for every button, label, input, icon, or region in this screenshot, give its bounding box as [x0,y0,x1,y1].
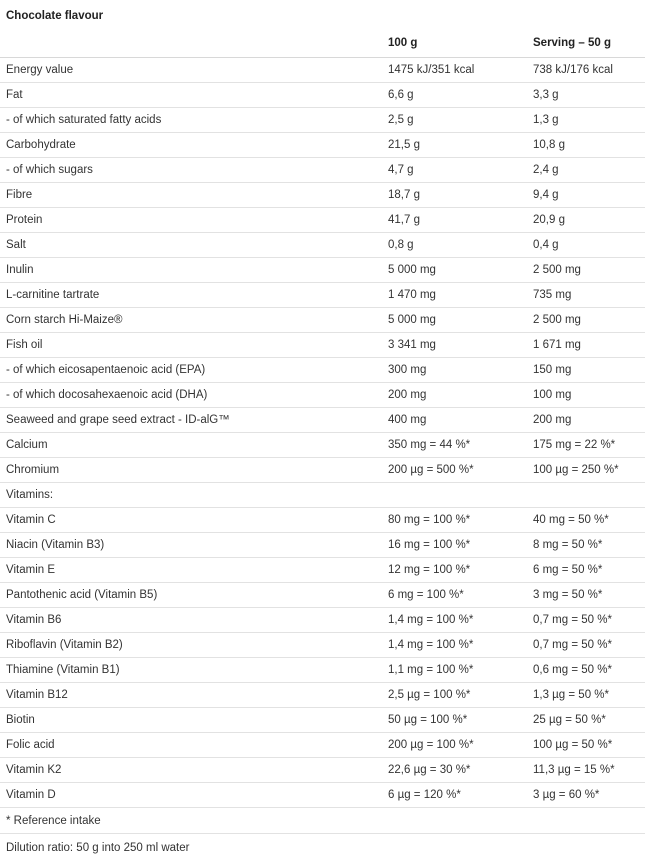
row-value-serving: 25 µg = 50 %* [527,708,645,733]
table-body [0,58,645,808]
row-value-100g: 300 mg [382,358,527,383]
row-value-100g: 6 µg = 120 %* [382,783,527,808]
table-row [0,583,645,608]
table-row [0,733,645,758]
page-title: Chocolate flavour [6,10,104,22]
row-value-100g: 1,1 mg = 100 %* [382,658,527,683]
row-value-serving: 0,4 g [527,233,645,258]
column-header-nutrient [0,30,382,58]
row-value-serving: 100 mg [527,383,645,408]
row-value-serving: 2 500 mg [527,258,645,283]
table-row [0,158,645,183]
row-value-100g: 2,5 g [382,108,527,133]
table-row [0,708,645,733]
table-row [0,533,645,558]
row-value-serving: 11,3 µg = 15 %* [527,758,645,783]
table-row [0,683,645,708]
row-value-100g: 21,5 g [382,133,527,158]
row-label: Vitamin D [0,783,382,808]
row-value-100g: 350 mg = 44 %* [382,433,527,458]
row-value-serving: 735 mg [527,283,645,308]
dilution-ratio-note: Dilution ratio: 50 g into 250 ml water [6,842,190,854]
table-row [0,208,645,233]
row-value-serving: 1,3 µg = 50 %* [527,683,645,708]
row-label: Corn starch Hi-Maize® [0,308,382,333]
row-label: - of which sugars [0,158,382,183]
table-header-row [0,30,645,58]
table-row [0,58,645,83]
row-value-serving: 3 mg = 50 %* [527,583,645,608]
row-value-100g: 2,5 µg = 100 %* [382,683,527,708]
row-value-100g: 1,4 mg = 100 %* [382,608,527,633]
row-label: Calcium [0,433,382,458]
row-value-serving: 2,4 g [527,158,645,183]
row-label: Protein [0,208,382,233]
row-value-100g: 50 µg = 100 %* [382,708,527,733]
row-value-100g: 1,4 mg = 100 %* [382,633,527,658]
row-value-serving: 1 671 mg [527,333,645,358]
row-label: Fibre [0,183,382,208]
row-value-serving: 738 kJ/176 kcal [527,58,645,83]
row-label: Niacin (Vitamin B3) [0,533,382,558]
row-label: Folic acid [0,733,382,758]
row-label: Salt [0,233,382,258]
row-value-serving: 100 µg = 250 %* [527,458,645,483]
table-row [0,283,645,308]
row-label: Biotin [0,708,382,733]
table-row [0,358,645,383]
row-value-serving: 3,3 g [527,83,645,108]
row-value-100g: 1 470 mg [382,283,527,308]
nutrition-table [0,30,645,808]
row-value-serving: 20,9 g [527,208,645,233]
table-row [0,233,645,258]
row-value-100g: 22,6 µg = 30 %* [382,758,527,783]
row-value-serving: 0,6 mg = 50 %* [527,658,645,683]
row-label: Vitamin E [0,558,382,583]
row-value-100g: 200 mg [382,383,527,408]
row-label: Inulin [0,258,382,283]
row-label: Chromium [0,458,382,483]
table-row [0,183,645,208]
row-value-100g: 18,7 g [382,183,527,208]
row-value-serving: 10,8 g [527,133,645,158]
row-value-serving: 175 mg = 22 %* [527,433,645,458]
row-value-serving: 6 mg = 50 %* [527,558,645,583]
row-value-serving: 8 mg = 50 %* [527,533,645,558]
row-value-100g: 6,6 g [382,83,527,108]
table-row [0,83,645,108]
row-label: - of which saturated fatty acids [0,108,382,133]
row-label: - of which docosahexaenoic acid (DHA) [0,383,382,408]
row-value-serving: 150 mg [527,358,645,383]
row-label: Thiamine (Vitamin B1) [0,658,382,683]
table-row [0,133,645,158]
row-value-100g: 0,8 g [382,233,527,258]
row-value-100g: 200 µg = 100 %* [382,733,527,758]
column-header-100g: 100 g [382,30,527,58]
row-label: Vitamin K2 [0,758,382,783]
row-value-100g: 12 mg = 100 %* [382,558,527,583]
table-row [0,633,645,658]
row-value-serving: 200 mg [527,408,645,433]
row-label: Vitamin B12 [0,683,382,708]
table-row [0,508,645,533]
table-row [0,333,645,358]
row-value-100g: 400 mg [382,408,527,433]
row-label: Seaweed and grape seed extract - ID-alG™ [0,408,382,433]
row-value-100g: 1475 kJ/351 kcal [382,58,527,83]
row-value-100g: 4,7 g [382,158,527,183]
row-value-serving: 40 mg = 50 %* [527,508,645,533]
table-row [0,383,645,408]
row-value-serving: 0,7 mg = 50 %* [527,608,645,633]
table-row [0,308,645,333]
row-label: Energy value [0,58,382,83]
table-header [0,30,645,58]
row-label: Riboflavin (Vitamin B2) [0,633,382,658]
row-label: - of which eicosapentaenoic acid (EPA) [0,358,382,383]
row-value-100g: 200 µg = 500 %* [382,458,527,483]
table-row [0,558,645,583]
row-label: Fat [0,83,382,108]
column-header-serving: Serving – 50 g [527,30,645,58]
reference-intake-footnote: * Reference intake [0,808,645,834]
row-label: Vitamin C [0,508,382,533]
table-row [0,458,645,483]
row-label: L-carnitine tartrate [0,283,382,308]
row-value-100g: 16 mg = 100 %* [382,533,527,558]
table-row [0,483,645,508]
row-label: Vitamin B6 [0,608,382,633]
table-row [0,108,645,133]
row-value-serving: 9,4 g [527,183,645,208]
table-row [0,408,645,433]
row-value-100g: 5 000 mg [382,258,527,283]
row-value-100g: 80 mg = 100 %* [382,508,527,533]
row-label: Vitamins: [0,483,382,508]
row-label: Fish oil [0,333,382,358]
row-value-100g: 5 000 mg [382,308,527,333]
row-value-serving: 0,7 mg = 50 %* [527,633,645,658]
table-row [0,658,645,683]
row-value-100g: 3 341 mg [382,333,527,358]
table-row [0,433,645,458]
row-value-100g: 41,7 g [382,208,527,233]
row-value-serving: 3 µg = 60 %* [527,783,645,808]
table-row [0,783,645,808]
table-row [0,258,645,283]
row-label: Pantothenic acid (Vitamin B5) [0,583,382,608]
table-row [0,758,645,783]
row-value-serving: 1,3 g [527,108,645,133]
row-value-serving [527,483,645,508]
row-value-serving: 2 500 mg [527,308,645,333]
row-label: Carbohydrate [0,133,382,158]
row-value-100g [382,483,527,508]
row-value-100g: 6 mg = 100 %* [382,583,527,608]
row-value-serving: 100 µg = 50 %* [527,733,645,758]
table-row [0,608,645,633]
